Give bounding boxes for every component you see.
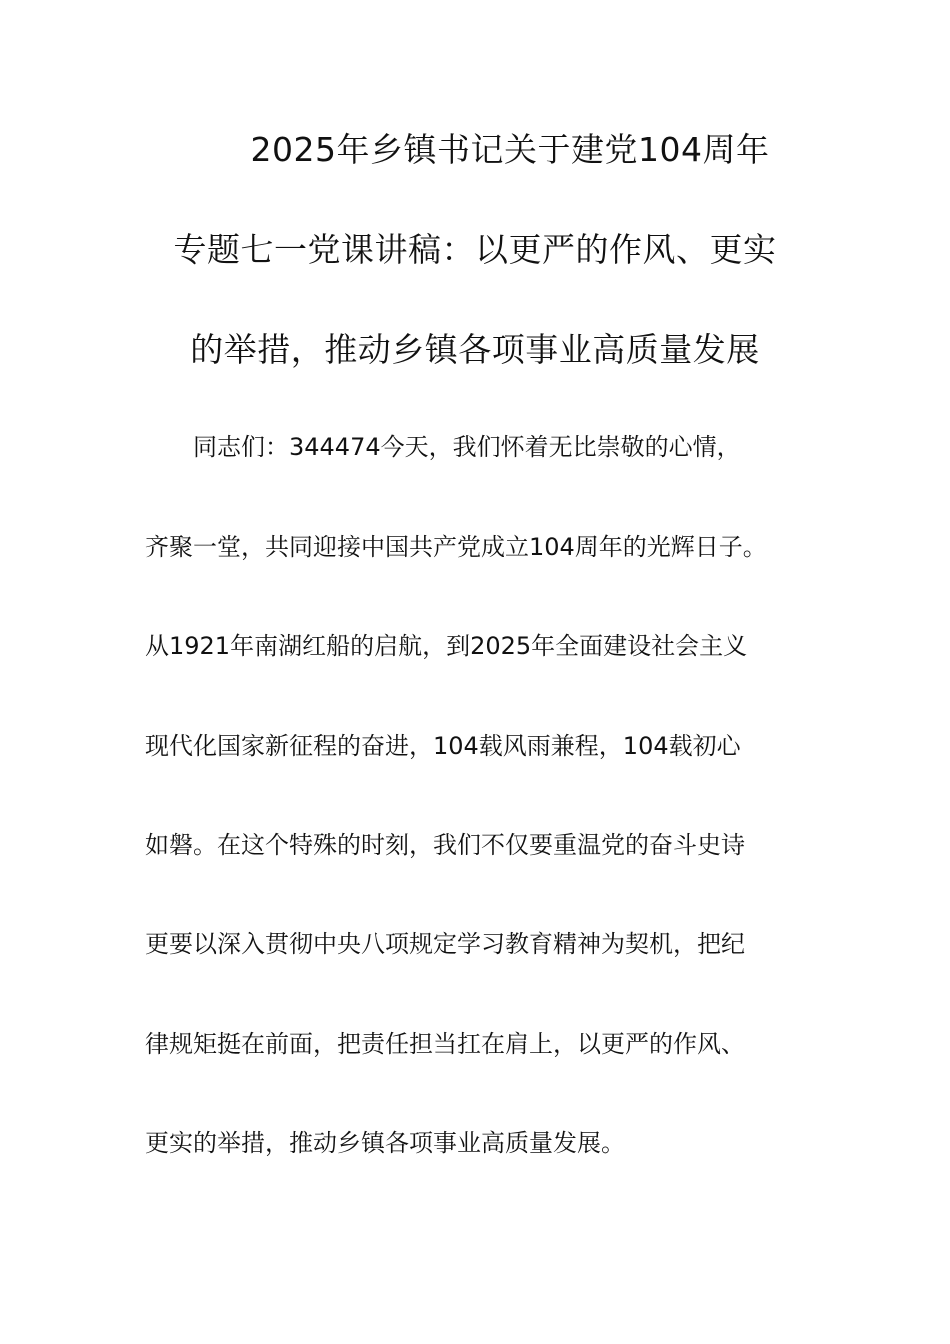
body-line-3: 从1921年南湖红船的启航，到2025年全面建设社会主义: [145, 632, 748, 660]
document-title-line-2: 专题七一党课讲稿：以更严的作风、更实: [173, 230, 777, 269]
document-title-line-1: 2025年乡镇书记关于建党104周年: [250, 130, 770, 169]
body-line-8: 更实的举措，推动乡镇各项事业高质量发展。: [145, 1129, 625, 1157]
body-line-7: 律规矩挺在前面，把责任担当扛在肩上，以更严的作风、: [145, 1030, 745, 1058]
body-line-5: 如磐。在这个特殊的时刻，我们不仅要重温党的奋斗史诗: [145, 831, 745, 859]
body-line-6: 更要以深入贯彻中央八项规定学习教育精神为契机，把纪: [145, 930, 745, 958]
body-line-2: 齐聚一堂，共同迎接中国共产党成立104周年的光辉日子。: [145, 533, 767, 561]
body-line-4: 现代化国家新征程的奋进，104载风雨兼程，104载初心: [145, 732, 741, 760]
document-title-line-3: 的举措，推动乡镇各项事业高质量发展: [190, 330, 760, 369]
body-line-1: 同志们：344474今天，我们怀着无比崇敬的心情，: [193, 433, 741, 461]
